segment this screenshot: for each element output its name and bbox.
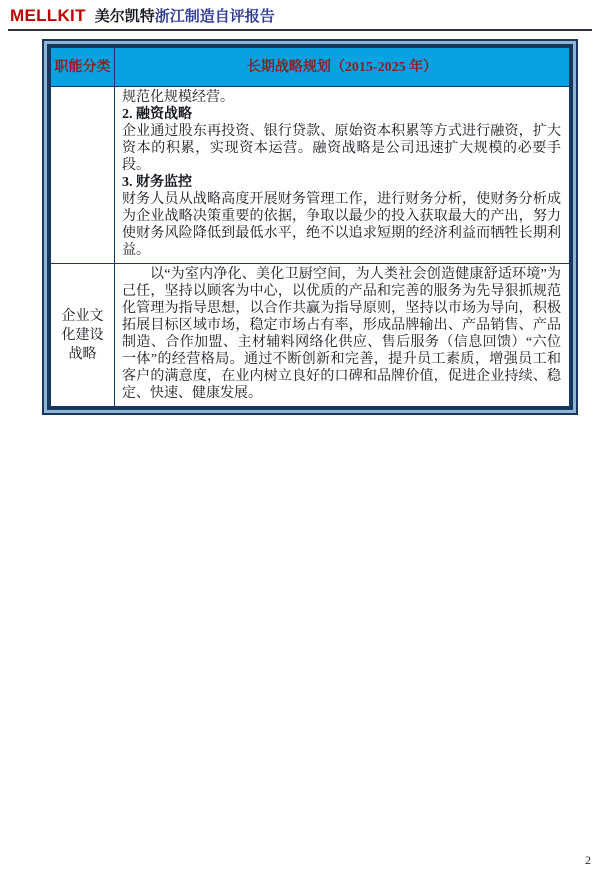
header-rule-divider xyxy=(8,29,592,31)
table-row xyxy=(51,264,570,407)
company-name: 美尔凯特 xyxy=(94,9,155,25)
content-cell xyxy=(115,87,570,264)
paragraph: 财务人员从战略高度开展财务管理工作，进行财务分析，使财务分析成为企业战略决策重要的依据，争取以最少的投入获取最大的产出，努力使财务风险降低到最低水平，绝不以追求短期的经济利益而牺牲长期利益。 xyxy=(122,192,561,258)
strategy-table-frame xyxy=(42,39,578,415)
table-header-row xyxy=(51,48,570,87)
section-heading: 2. 融资战略 xyxy=(122,107,192,122)
report-title: 浙江制造自评报告 xyxy=(154,9,275,25)
strategy-table-border xyxy=(47,44,573,410)
company-logo: MELLKIT xyxy=(10,6,86,25)
table-row xyxy=(51,87,570,264)
paragraph: 以“为室内净化、美化卫厨空间，为人类社会创造健康舒适环境”为己任，坚持以顾客为中心，以优质的产品和完善的服务为先导狠抓规范化管理为指导思想，以合作共赢为指导原则，坚持以市场为导向，积极拓展目标区域市场，稳定市场占有率，形成品牌输出、产品销售、产品制造、合作加盟、主材辅料网络化供应、售后服务（信息回馈）“六位一体”的经营格局。通过不断创新和完善，提升员工素质，增强员工和客户的满意度，在业内树立良好的口碑和品牌价值，促进企业持续、稳定、快速、健康发展。 xyxy=(122,267,561,401)
document-header xyxy=(10,5,275,26)
table-header-plan: 长期战略规划（2015-2025 年） xyxy=(115,48,570,87)
paragraph: 企业通过股东再投资、银行贷款、原始资本积累等方式进行融资，扩大资本的积累，实现资本运营。融资战略是公司迅速扩大规模的必要手段。 xyxy=(122,124,561,173)
section-heading: 3. 财务监控 xyxy=(122,175,192,190)
paragraph: 规范化规模经营。 xyxy=(122,90,234,105)
content-cell xyxy=(115,264,570,407)
category-cell-empty xyxy=(51,87,115,264)
page-number: 2 xyxy=(585,853,591,867)
table-header-category: 职能分类 xyxy=(51,48,115,87)
strategy-table xyxy=(50,47,570,407)
category-cell: 企业文化建设战略 xyxy=(51,264,115,407)
